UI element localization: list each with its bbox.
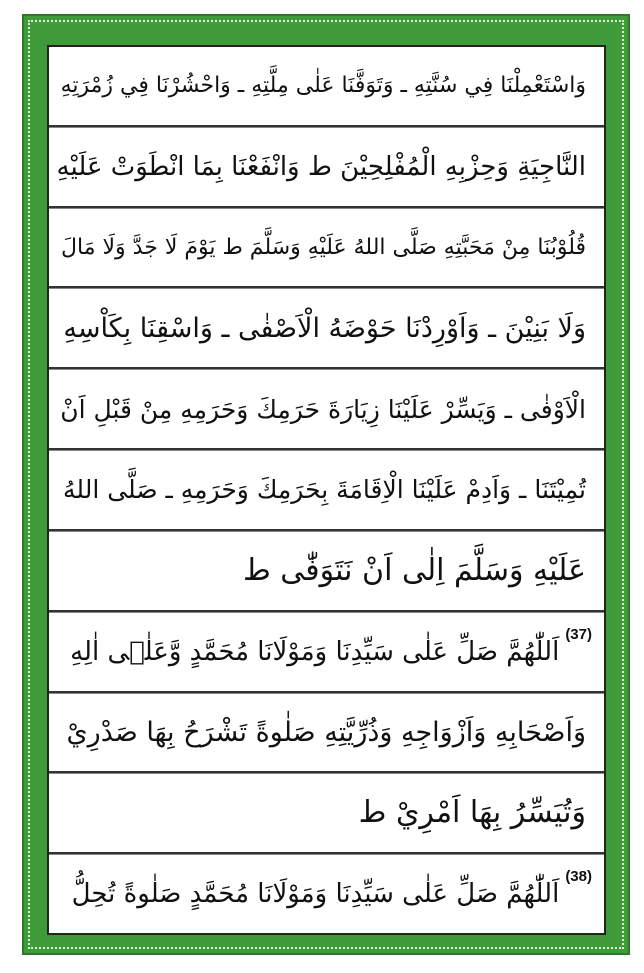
prayer-number: (37): [565, 625, 592, 643]
line-text: تُمِيْتَنَا ـ وَاَدِمْ عَلَيْنَا الْاِقَامَةَ بِحَرَمِكَ وَحَرَمِهِ ـ صَلَّى اللهُ: [63, 475, 586, 505]
text-line: [49, 612, 604, 693]
text-line: [49, 450, 604, 531]
line-text: اَللّٰهُمَّ صَلِّ عَلٰى سَيِّدِنَا وَمَوْلَانَا مُحَمَّدٍ وَّعَلٰۤى اٰلِهِ: [70, 636, 560, 667]
line-text: وَتُيَسِّرُ بِهَا اَمْرِيْ ط: [358, 795, 586, 831]
line-text: اَللّٰهُمَّ صَلِّ عَلٰى سَيِّدِنَا وَمَوْلَانَا مُحَمَّدٍ صَلٰوةً تُحِلُّ: [71, 879, 560, 910]
text-line: [49, 208, 604, 289]
line-text: وَلَا بَنِيْنَ ـ وَاَوْرِدْنَا حَوْضَهُ الْاَصْفٰى ـ وَاسْقِنَا بِكَاْسِهِ: [63, 312, 586, 344]
text-line: [49, 47, 604, 127]
text-line: [49, 288, 604, 369]
line-text: النَّاجِيَةِ وَحِزْبِهِ الْمُفْلِحِيْنَ ط وَانْفَعْنَا بِمَا انْطَوَتْ عَلَيْهِ: [56, 151, 586, 182]
text-line: [49, 854, 604, 933]
text-panel: [47, 45, 606, 935]
line-text: وَاَصْحَابِهِ وَاَزْوَاجِهِ وَذُرِّيَّتِهِ صَلٰوةً تَشْرَحُ بِهَا صَدْرِيْ: [66, 716, 586, 748]
line-text: قُلُوْبُنَا مِنْ مَحَبَّتِهِ صَلَّى اللهُ عَلَيْهِ وَسَلَّمَ ط يَوْمَ لَا جَدَّ وَلَا مَالَ: [61, 234, 586, 260]
text-line: [49, 531, 604, 612]
line-text: الْاَوْفٰى ـ وَيَسِّرْ عَلَيْنَا زِيَارَةَ حَرَمِكَ وَحَرَمِهِ مِنْ قَبْلِ اَنْ: [60, 394, 586, 424]
line-text: وَاسْتَعْمِلْنَا فِي سُنَّتِهِ ـ وَتَوَفَّنَا عَلٰى مِلَّتِهِ ـ وَاحْشُرْنَا فِي زُمْرَتِهِ: [60, 72, 586, 98]
text-line: [49, 127, 604, 208]
line-text: عَلَيْهِ وَسَلَّمَ اِلٰى اَنْ نَتَوَفّٰى ط: [242, 552, 586, 588]
text-line: [49, 369, 604, 450]
text-line: [49, 693, 604, 774]
text-line: [49, 773, 604, 854]
prayer-number: (38): [565, 868, 592, 886]
